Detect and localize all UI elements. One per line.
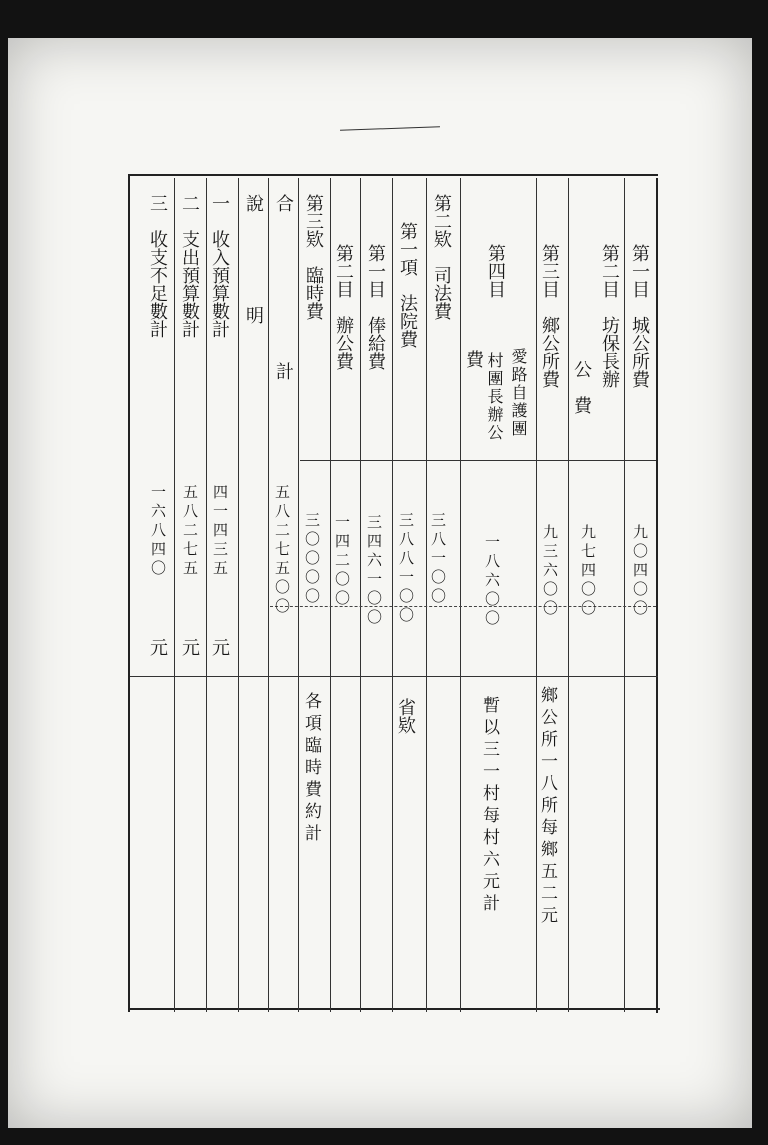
column-divider <box>174 178 175 1012</box>
row-9-amount: 三〇〇〇〇 <box>303 512 321 607</box>
row-5-label: 第二欵 司法費 <box>431 194 452 320</box>
row-9-label: 第三欵 臨時費 <box>303 194 324 320</box>
explanation-2-label: 二 支出預算數計 <box>179 194 200 338</box>
row-6-label: 第一項 法院費 <box>397 222 418 348</box>
row-4-label: 第四目 <box>485 244 506 298</box>
table-border-right <box>656 178 658 1013</box>
column-divider <box>624 178 625 1012</box>
row-7-label: 第一目 俸給費 <box>365 244 386 370</box>
column-divider <box>268 178 269 1012</box>
row-6-amount: 三八八一〇〇 <box>397 512 415 626</box>
row-divider <box>270 606 656 607</box>
table-border-bottom <box>128 1008 660 1010</box>
row-7-amount: 三四六一〇〇 <box>365 514 383 628</box>
row-1-amount: 九〇四〇〇 <box>631 524 649 619</box>
column-divider <box>426 178 427 1012</box>
row-1-label: 第一目 城公所費 <box>629 244 650 388</box>
column-divider <box>460 178 461 1012</box>
row-4-sub-2: 村團長辦公 <box>485 352 504 442</box>
row-4-amount: 一八六〇〇 <box>483 534 501 629</box>
row-9-note: 各項臨時費約計 <box>301 692 321 846</box>
row-divider <box>300 460 656 461</box>
column-divider <box>392 178 393 1012</box>
explanation-3-amount: 一六八四〇 <box>149 484 167 579</box>
column-divider <box>206 178 207 1012</box>
row-4-sub-1: 愛路自護團 <box>509 348 528 438</box>
row-6-note: 省欵 <box>395 698 416 734</box>
row-4-note: 暫以三一村每村六元計 <box>479 696 499 916</box>
total-amount: 五八二七五〇〇 <box>273 484 291 617</box>
row-3-amount: 九三六〇〇 <box>541 524 559 619</box>
row-3-label: 第三目 鄉公所費 <box>539 244 560 388</box>
column-divider <box>298 178 299 1012</box>
explanation-3-label: 三 收支不足數計 <box>147 194 168 338</box>
explanation-1-amount: 四一四三五 <box>211 484 229 579</box>
row-4-label-cont: 費 <box>463 350 484 368</box>
row-8-label: 第二目 辦公費 <box>333 244 354 370</box>
row-divider <box>130 676 658 677</box>
explanation-2-amount: 五八二七五 <box>181 484 199 579</box>
row-5-amount: 三八一〇〇 <box>429 512 447 607</box>
total-label: 合 計 <box>273 194 294 390</box>
explanation-2-unit: 元 <box>179 638 200 656</box>
column-divider <box>238 178 239 1012</box>
explanation-1-label: 一 收入預算數計 <box>209 194 230 338</box>
column-divider <box>568 178 569 1012</box>
row-2-label: 第二目 坊保長辦 <box>599 244 620 388</box>
column-divider <box>330 178 331 1012</box>
explanation-1-unit: 元 <box>209 638 230 656</box>
row-2-label-cont: 公 費 <box>571 360 592 414</box>
row-2-amount: 九七四〇〇 <box>579 524 597 619</box>
column-divider <box>360 178 361 1012</box>
explanation-heading: 說 明 <box>243 194 264 334</box>
row-3-note: 鄉公所一八所每鄉五二元 <box>537 686 557 928</box>
row-8-amount: 一四二〇〇 <box>333 514 351 609</box>
explanation-3-unit: 元 <box>147 638 168 656</box>
